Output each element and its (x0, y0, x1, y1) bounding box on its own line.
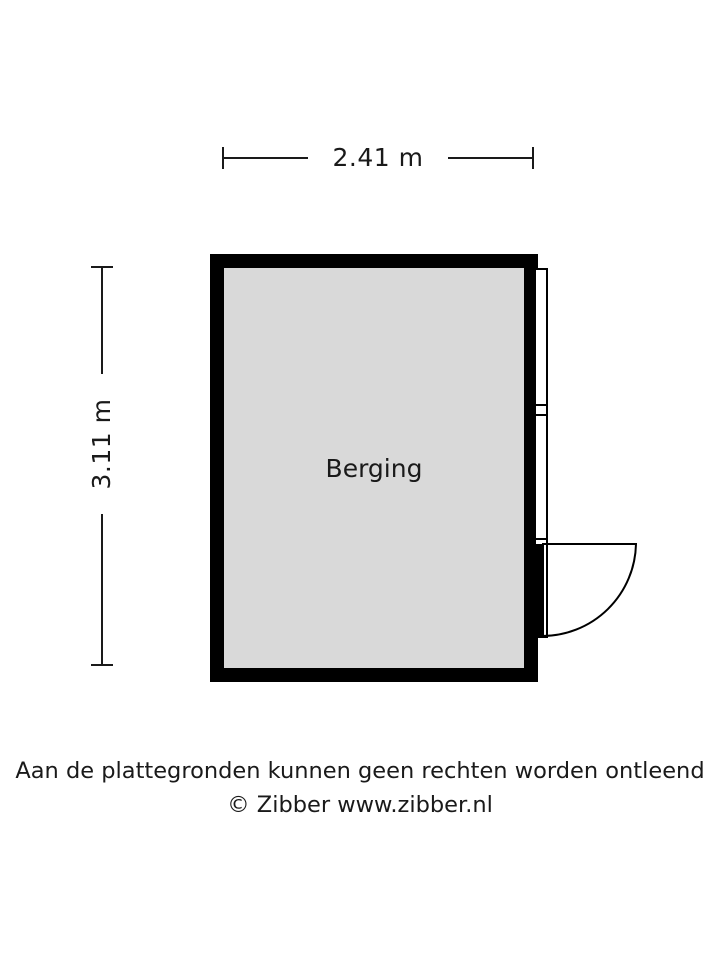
dimension-width-label: 2.41 m (308, 140, 448, 176)
dimension-height-label: 3.11 m (84, 374, 120, 514)
footer-disclaimer: Aan de plattegronden kunnen geen rechten worden ontleend (15, 758, 705, 784)
dimension-width-cap-right (532, 147, 534, 169)
window-segment-divider (534, 538, 548, 540)
window-segment-divider (534, 268, 548, 270)
dimension-width (222, 140, 534, 176)
room-floor (224, 268, 524, 668)
window-segment-divider (534, 414, 548, 416)
footer (0, 754, 720, 822)
window-segment-divider (534, 404, 548, 406)
room-berging (210, 254, 538, 682)
dimension-height (84, 266, 120, 666)
footer-copyright: © Zibber www.zibber.nl (227, 792, 493, 818)
room-label: Berging (325, 454, 423, 483)
dimension-height-cap-bottom (91, 664, 113, 666)
door-swing-arc-icon (540, 542, 638, 638)
dimension-height-cap-top (91, 266, 113, 268)
dimension-width-cap-left (222, 147, 224, 169)
